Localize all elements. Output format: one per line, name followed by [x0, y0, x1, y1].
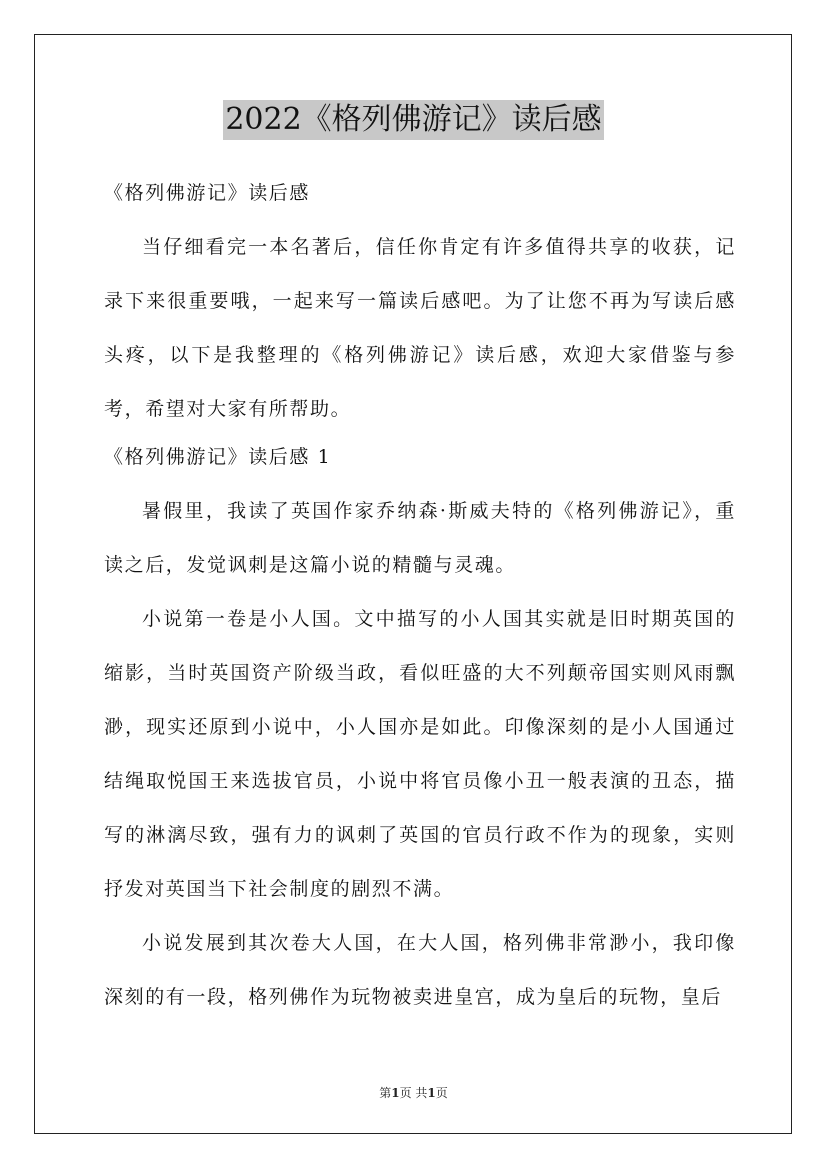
body-paragraph-3: 小说发展到其次卷大人国，在大人国，格列佛非常渺小，我印像深刻的有一段，格列佛作为玩物被卖进皇宫，成为皇后的玩物，皇后	[104, 932, 736, 1008]
footer-suffix: 页	[435, 1086, 448, 1100]
footer-prefix: 第	[379, 1086, 392, 1100]
title-wrap	[0, 100, 827, 140]
subheading: 《格列佛游记》读后感	[104, 182, 311, 204]
section-heading: 《格列佛游记》读后感 1	[104, 446, 332, 468]
document-body	[104, 176, 736, 1024]
footer-page-total: 1	[427, 1086, 436, 1100]
intro-paragraph: 当仔细看完一本名著后，信任你肯定有许多值得共享的收获，记录下来很重要哦，一起来写一篇读后感吧。为了让您不再为写读后感头疼，以下是我整理的《格列佛游记》读后感，欢迎大家借鉴与参考，希望对大家有所帮助。	[104, 236, 736, 420]
body-paragraph-1: 暑假里，我读了英国作家乔纳森·斯威夫特的《格列佛游记》，重读之后，发觉讽刺是这篇小说的精髓与灵魂。	[104, 500, 736, 576]
footer-page-num: 1	[391, 1086, 400, 1100]
page-footer	[0, 1084, 827, 1101]
body-paragraph-2: 小说第一卷是小人国。文中描写的小人国其实就是旧时期英国的缩影，当时英国资产阶级当政，看似旺盛的大不列颠帝国实则风雨飘渺，现实还原到小说中，小人国亦是如此。印像深刻的是小人国通过结绳取悦国王来选拔官员，小说中将官员像小丑一般表演的丑态，描写的淋漓尽致，强有力的讽刺了英国的官员行政不作为的现象，实则抒发对英国当下社会制度的剧烈不满。	[104, 608, 736, 900]
document-title: 2022《格列佛游记》读后感	[223, 100, 603, 140]
footer-mid: 页 共	[399, 1086, 428, 1100]
